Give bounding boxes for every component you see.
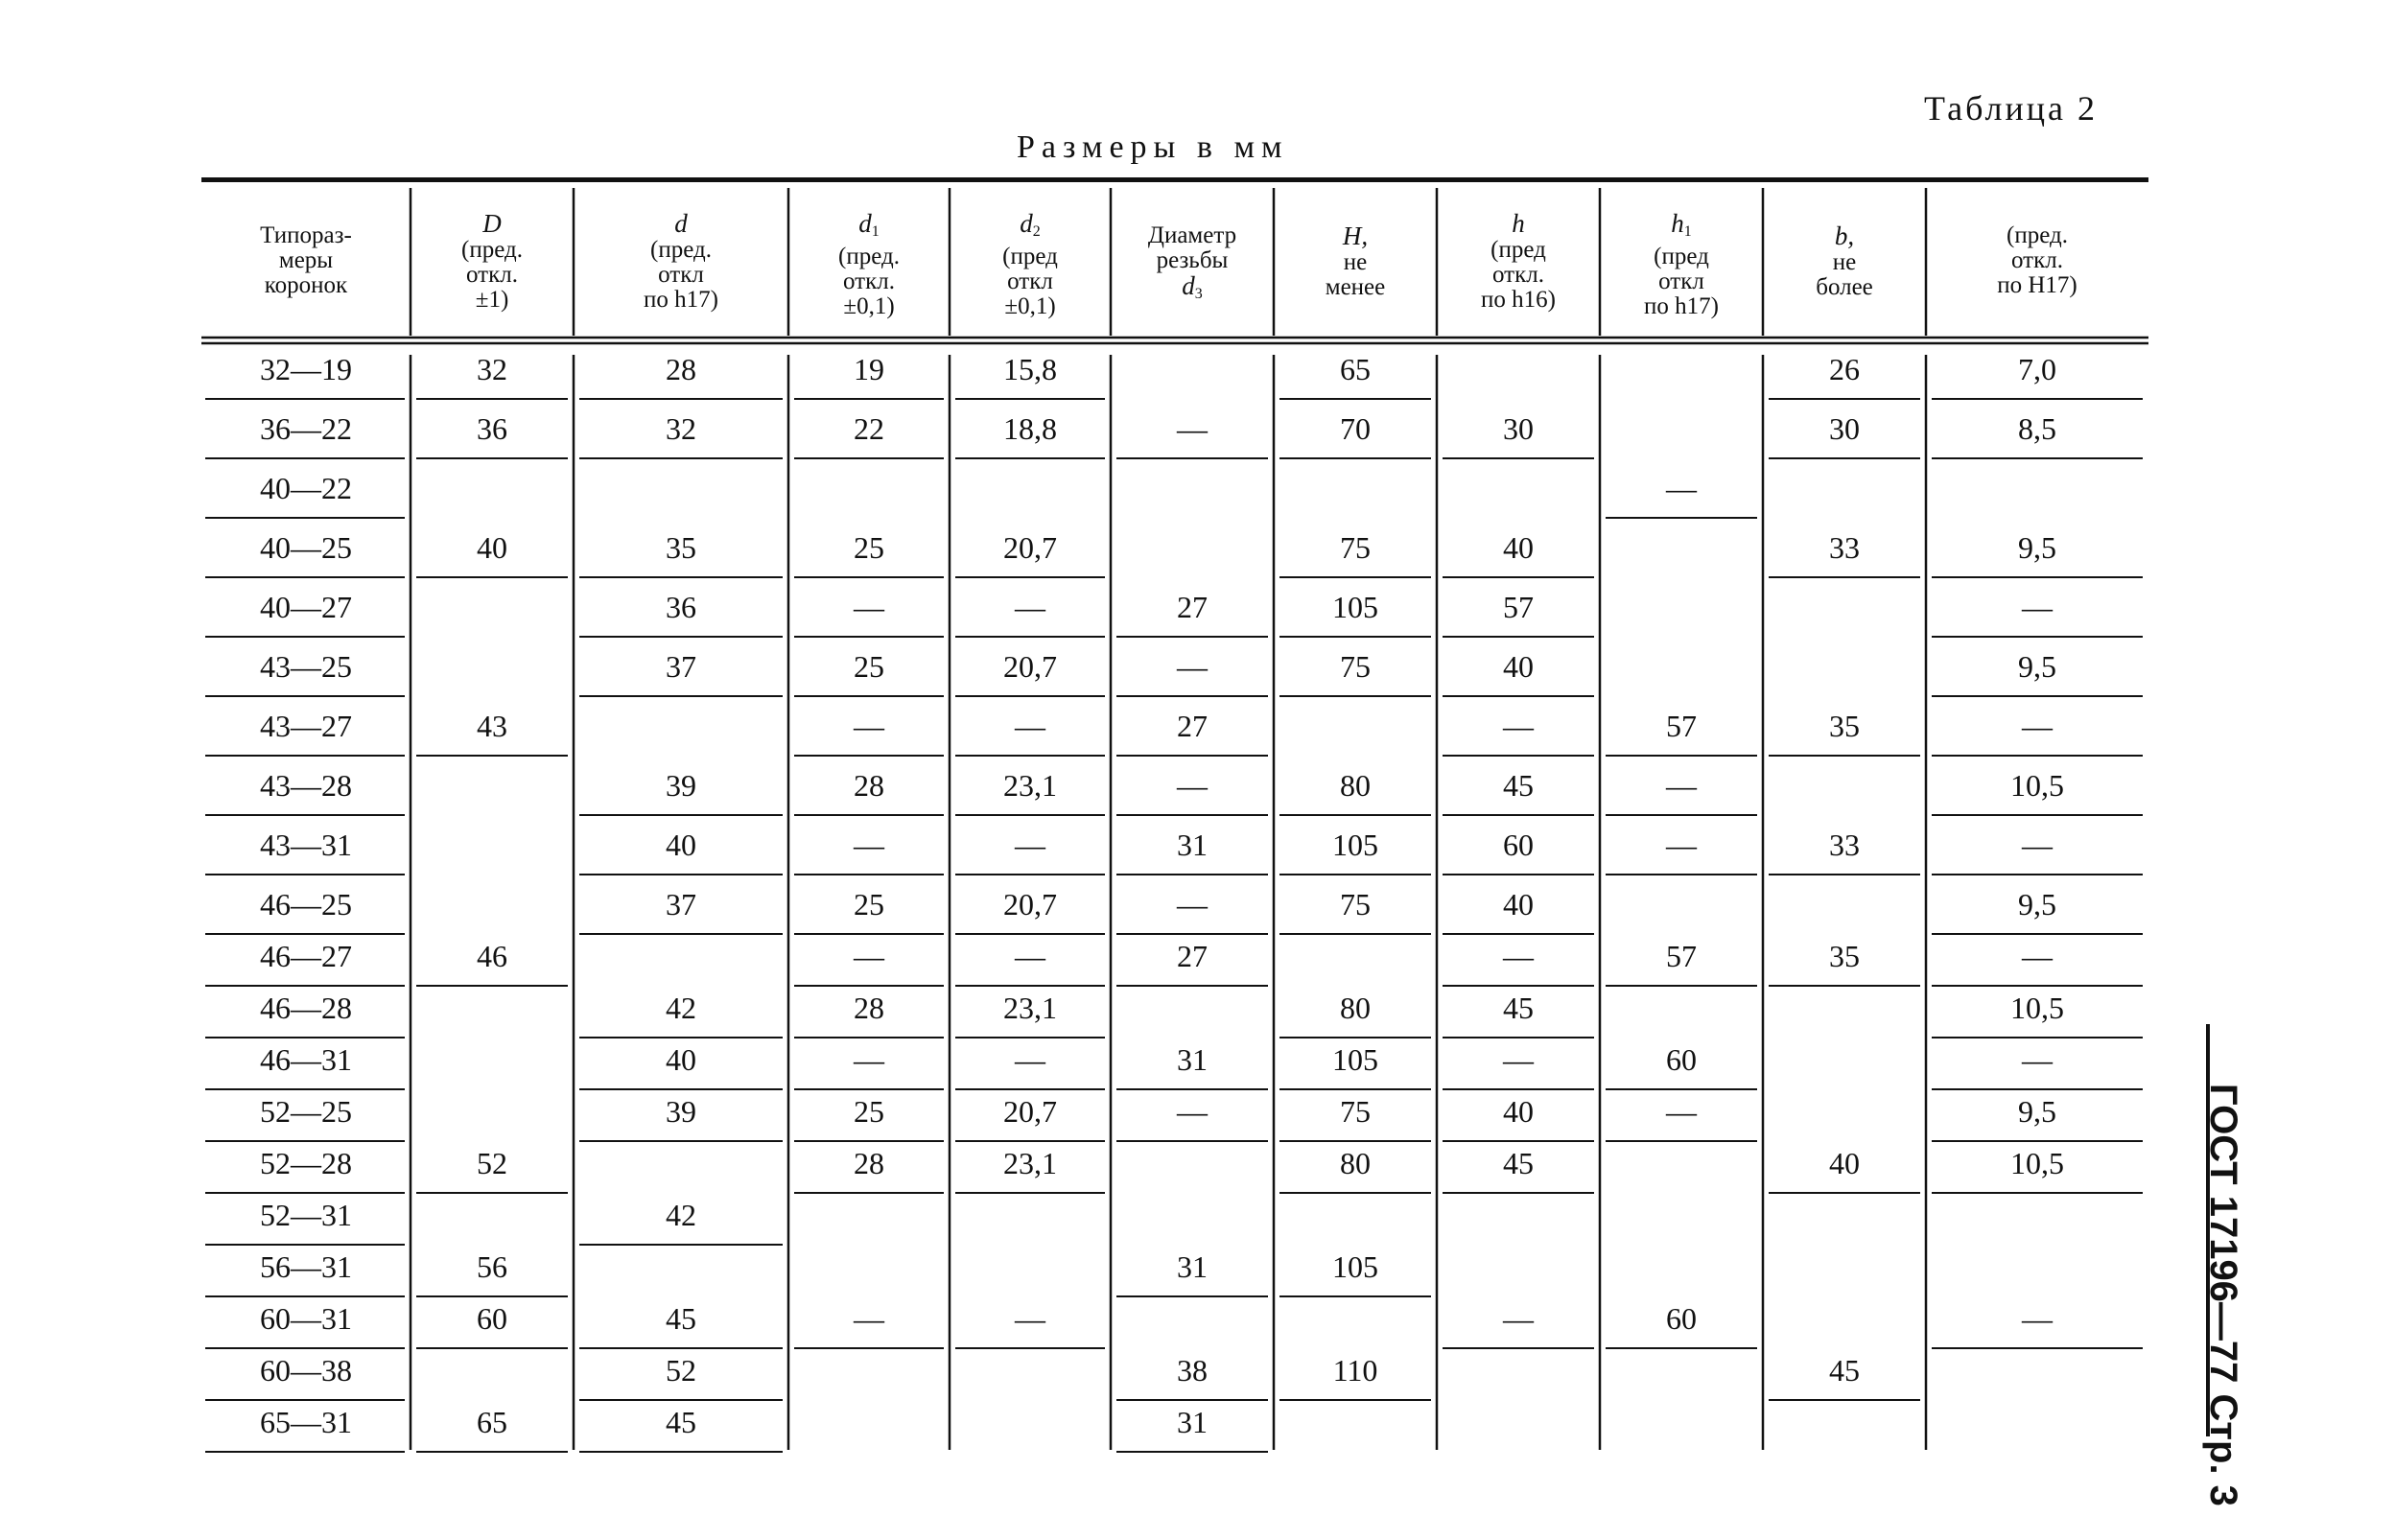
cell-h: 40 xyxy=(1503,649,1534,684)
column-header-line: по h17) xyxy=(1644,293,1719,319)
column-symbol-subscript: 1 xyxy=(1683,223,1692,240)
column-header-line: более xyxy=(1816,274,1873,300)
column-header-line: менее xyxy=(1325,274,1386,300)
cell-h: 45 xyxy=(1503,991,1534,1025)
cell-H: 80 xyxy=(1340,991,1371,1025)
cell-type: 43—25 xyxy=(260,649,352,684)
cell-h: 30 xyxy=(1503,411,1534,446)
column-symbol: d xyxy=(1182,271,1195,300)
cell-d1: 25 xyxy=(854,1094,884,1129)
column-header-line: откл xyxy=(1658,268,1704,294)
column-header-line: резьбы xyxy=(1156,247,1229,273)
cell-d1: — xyxy=(854,1301,884,1336)
cell-h1: 60 xyxy=(1666,1042,1697,1077)
cell-d: 32 xyxy=(666,411,696,446)
column-header-H xyxy=(1274,223,1437,300)
cell-h: — xyxy=(1503,939,1534,973)
cell-d: 40 xyxy=(666,1042,696,1077)
cell-type: 40—25 xyxy=(260,530,352,565)
cell-d2: 20,7 xyxy=(1003,887,1057,922)
cell-d3: — xyxy=(1177,1094,1208,1129)
cell-d: 35 xyxy=(666,530,696,565)
cell-H: 75 xyxy=(1340,887,1371,922)
cell-last: — xyxy=(2022,1042,2053,1077)
cell-d1: 25 xyxy=(854,649,884,684)
cell-H: 105 xyxy=(1332,1042,1378,1077)
cell-d1: 28 xyxy=(854,1146,884,1180)
column-header-line: (пред. xyxy=(461,237,523,263)
cell-type: 40—22 xyxy=(260,471,352,505)
cell-d2: — xyxy=(1015,828,1045,862)
column-symbol-subscript: 1 xyxy=(871,223,880,240)
cell-b: 30 xyxy=(1829,411,1860,446)
cell-h: 60 xyxy=(1503,828,1534,862)
cell-type: 52—28 xyxy=(260,1146,352,1180)
cell-type: 32—19 xyxy=(260,352,352,386)
table-title: Таблица 2 xyxy=(1924,89,2098,128)
cell-h1: — xyxy=(1666,471,1697,505)
column-header-line: (пред xyxy=(1002,244,1058,269)
column-header-line: коронок xyxy=(264,272,348,298)
column-header-line: откл. xyxy=(843,268,895,294)
cell-d1: — xyxy=(854,828,884,862)
column-header-line: откл. xyxy=(2011,247,2063,273)
column-symbol: D xyxy=(482,209,502,238)
column-symbol: h xyxy=(1512,209,1525,238)
column-header-line: откл. xyxy=(466,262,518,288)
table-top-rule xyxy=(201,177,2148,182)
column-header-line: по h16) xyxy=(1481,287,1556,313)
cell-d1: — xyxy=(854,709,884,743)
column-header-line: откл xyxy=(658,262,704,288)
cell-type: 46—31 xyxy=(260,1042,352,1077)
column-header-b xyxy=(1763,223,1926,300)
column-header-line: Типораз- xyxy=(260,222,352,248)
cell-d3: — xyxy=(1177,768,1208,803)
cell-b: 35 xyxy=(1829,709,1860,743)
cell-last: 10,5 xyxy=(2010,991,2064,1025)
cell-type: 52—31 xyxy=(260,1198,352,1232)
units-note: Размеры в мм xyxy=(1017,129,1289,165)
cell-last: — xyxy=(2022,939,2053,973)
cell-H: 70 xyxy=(1340,411,1371,446)
cell-last: — xyxy=(2022,709,2053,743)
column-header-line: Диаметр xyxy=(1147,222,1237,248)
cell-d2: — xyxy=(1015,590,1045,624)
cell-type: 56—31 xyxy=(260,1249,352,1284)
document-id: ГОСТ 17196—77 Стр. 3 xyxy=(2202,1084,2244,1506)
cell-d3: 27 xyxy=(1177,709,1208,743)
cell-type: 43—28 xyxy=(260,768,352,803)
column-header-h1 xyxy=(1600,211,1763,319)
cell-d1: — xyxy=(854,590,884,624)
cell-D: 46 xyxy=(477,939,507,973)
column-symbol: h xyxy=(1671,209,1684,238)
cell-H: 105 xyxy=(1332,1249,1378,1284)
cell-d3: 31 xyxy=(1177,1042,1208,1077)
cell-h: 40 xyxy=(1503,887,1534,922)
cell-b: 33 xyxy=(1829,530,1860,565)
cell-h: — xyxy=(1503,709,1534,743)
cell-b: 26 xyxy=(1829,352,1860,386)
cell-h1: — xyxy=(1666,768,1697,803)
column-header-line: меры xyxy=(278,247,334,273)
column-header-line: откл xyxy=(1007,268,1053,294)
dimensions-table xyxy=(201,184,2148,1459)
cell-d: 52 xyxy=(666,1353,696,1388)
column-header-h xyxy=(1437,211,1600,313)
cell-H: 75 xyxy=(1340,649,1371,684)
cell-last: — xyxy=(2022,828,2053,862)
cell-d3: 38 xyxy=(1177,1353,1208,1388)
cell-d2: — xyxy=(1015,1042,1045,1077)
cell-d1: 25 xyxy=(854,530,884,565)
cell-last: 10,5 xyxy=(2010,1146,2064,1180)
cell-d1: 19 xyxy=(854,352,884,386)
cell-d2: 20,7 xyxy=(1003,649,1057,684)
cell-last: — xyxy=(2022,1301,2053,1336)
cell-d: 37 xyxy=(666,887,696,922)
cell-H: 65 xyxy=(1340,352,1371,386)
cell-d2: 23,1 xyxy=(1003,991,1057,1025)
cell-h: — xyxy=(1503,1301,1534,1336)
column-header-line: по H17) xyxy=(1997,272,2077,298)
cell-d3: — xyxy=(1177,887,1208,922)
cell-d: 42 xyxy=(666,1198,696,1232)
column-header-D xyxy=(411,211,574,313)
cell-h1: — xyxy=(1666,828,1697,862)
cell-type: 36—22 xyxy=(260,411,352,446)
cell-d3: 27 xyxy=(1177,939,1208,973)
cell-d1: — xyxy=(854,939,884,973)
cell-d3: 31 xyxy=(1177,828,1208,862)
cell-H: 80 xyxy=(1340,1146,1371,1180)
column-header-d3 xyxy=(1111,223,1274,307)
cell-h: 45 xyxy=(1503,1146,1534,1180)
cell-H: 105 xyxy=(1332,828,1378,862)
cell-type: 60—38 xyxy=(260,1353,352,1388)
column-header-d1 xyxy=(788,211,950,319)
cell-d1: 28 xyxy=(854,768,884,803)
column-header-line: не xyxy=(1832,249,1857,275)
cell-b: 40 xyxy=(1829,1146,1860,1180)
cell-last: 7,0 xyxy=(2018,352,2056,386)
cell-d: 28 xyxy=(666,352,696,386)
column-header-line: (пред xyxy=(1490,237,1546,263)
cell-h1: 60 xyxy=(1666,1301,1697,1336)
cell-type: 40—27 xyxy=(260,590,352,624)
cell-d3: 31 xyxy=(1177,1249,1208,1284)
column-header-last xyxy=(1926,223,2148,298)
cell-last: 9,5 xyxy=(2018,649,2056,684)
column-header-line: (пред. xyxy=(2007,222,2068,248)
cell-d2: — xyxy=(1015,939,1045,973)
column-symbol-subscript: 2 xyxy=(1032,223,1041,240)
cell-h1: 57 xyxy=(1666,709,1697,743)
cell-d2: 23,1 xyxy=(1003,768,1057,803)
cell-h: 40 xyxy=(1503,1094,1534,1129)
cell-last: 9,5 xyxy=(2018,530,2056,565)
cell-d2: — xyxy=(1015,709,1045,743)
cell-d3: 27 xyxy=(1177,590,1208,624)
cell-type: 43—31 xyxy=(260,828,352,862)
cell-d: 45 xyxy=(666,1301,696,1336)
cell-type: 65—31 xyxy=(260,1405,352,1439)
cell-type: 46—27 xyxy=(260,939,352,973)
cell-last: 10,5 xyxy=(2010,768,2064,803)
cell-d2: 20,7 xyxy=(1003,1094,1057,1129)
cell-d: 42 xyxy=(666,991,696,1025)
cell-type: 52—25 xyxy=(260,1094,352,1129)
column-symbol: b, xyxy=(1834,222,1855,250)
cell-D: 32 xyxy=(477,352,507,386)
cell-D: 43 xyxy=(477,709,507,743)
cell-b: 45 xyxy=(1829,1353,1860,1388)
cell-type: 43—27 xyxy=(260,709,352,743)
column-header-line: ±1) xyxy=(475,287,509,313)
cell-last: — xyxy=(2022,590,2053,624)
column-symbol: d xyxy=(674,209,688,238)
column-symbol: d xyxy=(858,209,872,238)
cell-d: 45 xyxy=(666,1405,696,1439)
cell-D: 65 xyxy=(477,1405,507,1439)
column-header-line: не xyxy=(1343,249,1368,275)
cell-d: 37 xyxy=(666,649,696,684)
column-header-type xyxy=(201,223,411,298)
column-symbol-subscript: 3 xyxy=(1194,286,1203,302)
column-header-d xyxy=(574,211,788,313)
cell-type: 46—25 xyxy=(260,887,352,922)
cell-d: 39 xyxy=(666,768,696,803)
cell-d: 36 xyxy=(666,590,696,624)
cell-d1: 22 xyxy=(854,411,884,446)
cell-d2: 18,8 xyxy=(1003,411,1057,446)
column-header-line: (пред. xyxy=(838,244,900,269)
cell-d3: 31 xyxy=(1177,1405,1208,1439)
cell-h: — xyxy=(1503,1042,1534,1077)
cell-b: 35 xyxy=(1829,939,1860,973)
column-symbol: H, xyxy=(1342,222,1369,250)
cell-D: 40 xyxy=(477,530,507,565)
cell-D: 52 xyxy=(477,1146,507,1180)
cell-d: 40 xyxy=(666,828,696,862)
cell-d2: 23,1 xyxy=(1003,1146,1057,1180)
cell-H: 75 xyxy=(1340,1094,1371,1129)
column-header-line: (пред. xyxy=(650,237,712,263)
cell-type: 60—31 xyxy=(260,1301,352,1336)
cell-H: 110 xyxy=(1332,1353,1378,1388)
cell-H: 80 xyxy=(1340,768,1371,803)
cell-d3: — xyxy=(1177,649,1208,684)
cell-h: 45 xyxy=(1503,768,1534,803)
cell-d3: — xyxy=(1177,411,1208,446)
cell-h: 40 xyxy=(1503,530,1534,565)
column-header-line: откл. xyxy=(1492,262,1544,288)
cell-H: 75 xyxy=(1340,530,1371,565)
cell-h: 57 xyxy=(1503,590,1534,624)
cell-H: 105 xyxy=(1332,590,1378,624)
cell-b: 33 xyxy=(1829,828,1860,862)
cell-d1: 28 xyxy=(854,991,884,1025)
cell-last: 9,5 xyxy=(2018,1094,2056,1129)
cell-d2: 20,7 xyxy=(1003,530,1057,565)
cell-d2: — xyxy=(1015,1301,1045,1336)
cell-last: 8,5 xyxy=(2018,411,2056,446)
cell-D: 36 xyxy=(477,411,507,446)
cell-d2: 15,8 xyxy=(1003,352,1057,386)
column-header-line: по h17) xyxy=(644,287,718,313)
column-header-line: ±0,1) xyxy=(843,293,895,319)
cell-h1: 57 xyxy=(1666,939,1697,973)
column-header-d2 xyxy=(950,211,1111,319)
cell-D: 60 xyxy=(477,1301,507,1336)
cell-d1: 25 xyxy=(854,887,884,922)
cell-D: 56 xyxy=(477,1249,507,1284)
column-header-line: ±0,1) xyxy=(1004,293,1056,319)
column-header-line: (пред xyxy=(1654,244,1709,269)
cell-d1: — xyxy=(854,1042,884,1077)
column-symbol: d xyxy=(1020,209,1033,238)
cell-last: 9,5 xyxy=(2018,887,2056,922)
cell-d: 39 xyxy=(666,1094,696,1129)
cell-type: 46—28 xyxy=(260,991,352,1025)
cell-h1: — xyxy=(1666,1094,1697,1129)
